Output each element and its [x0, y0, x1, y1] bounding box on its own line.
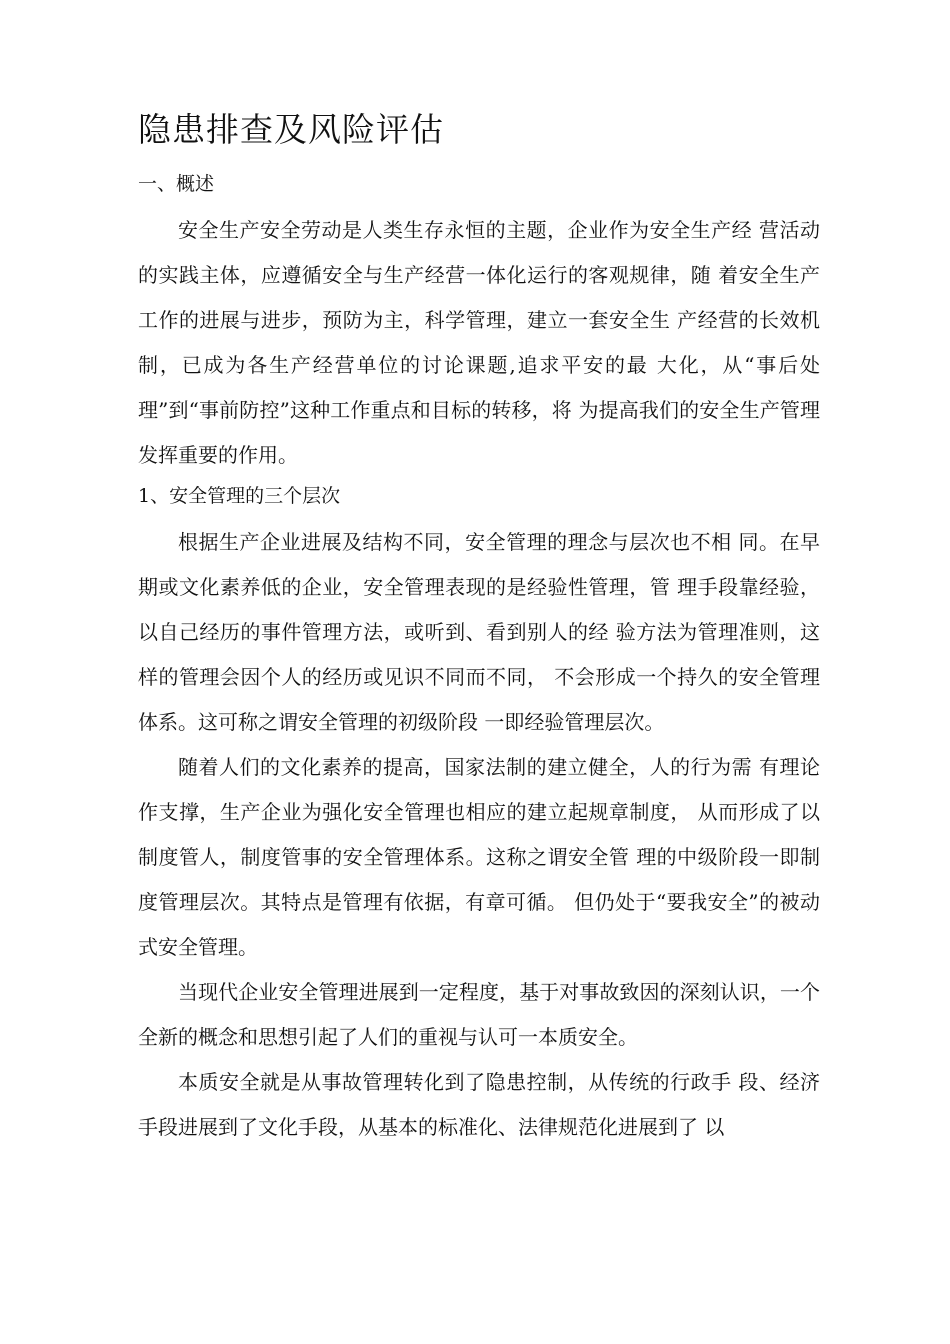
paragraph-hazard-control: 本质安全就是从事故管理转化到了隐患控制，从传统的行政手 段、经济手段进展到了文化手段，从基本的标准化、法律规范化进展到了 以 — [138, 1070, 820, 1139]
document-title: 隐患排查及风险评估 — [138, 110, 444, 149]
paragraph-system-management: 随着人们的文化素养的提高，国家法制的建立健全，人的行为需 有理论作支撑，生产企业为强化安全管理也相应的建立起规章制度， 从而形成了以制度管人，制度管事的安全管理体系。这称之谓安全管 理的中级阶段一即制度管理层次。其特点是管理有依据，有章可循。 但仍处于“要我安全”的被动式安全管理。 — [138, 755, 820, 959]
section-heading-overview: 一、概述 — [138, 173, 215, 195]
paragraph-intrinsic-safety: 当现代企业安全管理进展到一定程度，基于对事故致因的深刻认识，一个全新的概念和思想引起了人们的重视与认可一本质安全。 — [138, 980, 820, 1049]
paragraph-overview: 安全生产安全劳动是人类生存永恒的主题，企业作为安全生产经 营活动的实践主体，应遵循安全与生产经营一体化运行的客观规律，随 着安全生产工作的进展与进步，预防为主，科学管理，建立一套安全生 产经营的长效机制，已成为各生产经营单位的讨论课题,追求平安的最 大化，从“事后处理”到“事前防控”这种工作重点和目标的转移，将 为提高我们的安全生产管理发挥重要的作用。 — [138, 218, 820, 467]
paragraph-experience-management: 根据生产企业进展及结构不同，安全管理的理念与层次也不相 同。在早期或文化素养低的企业，安全管理表现的是经验性管理，管 理手段靠经验，以自己经历的事件管理方法，或听到、看到别人的经 验方法为管理准则，这样的管理会因个人的经历或见识不同而不同， 不会形成一个持久的安全管理体系。这可称之谓安全管理的初级阶段 一即经验管理层次。 — [138, 530, 820, 734]
document-body — [138, 108, 820, 1150]
section-heading-three-levels: 1、安全管理的三个层次 — [138, 485, 341, 507]
